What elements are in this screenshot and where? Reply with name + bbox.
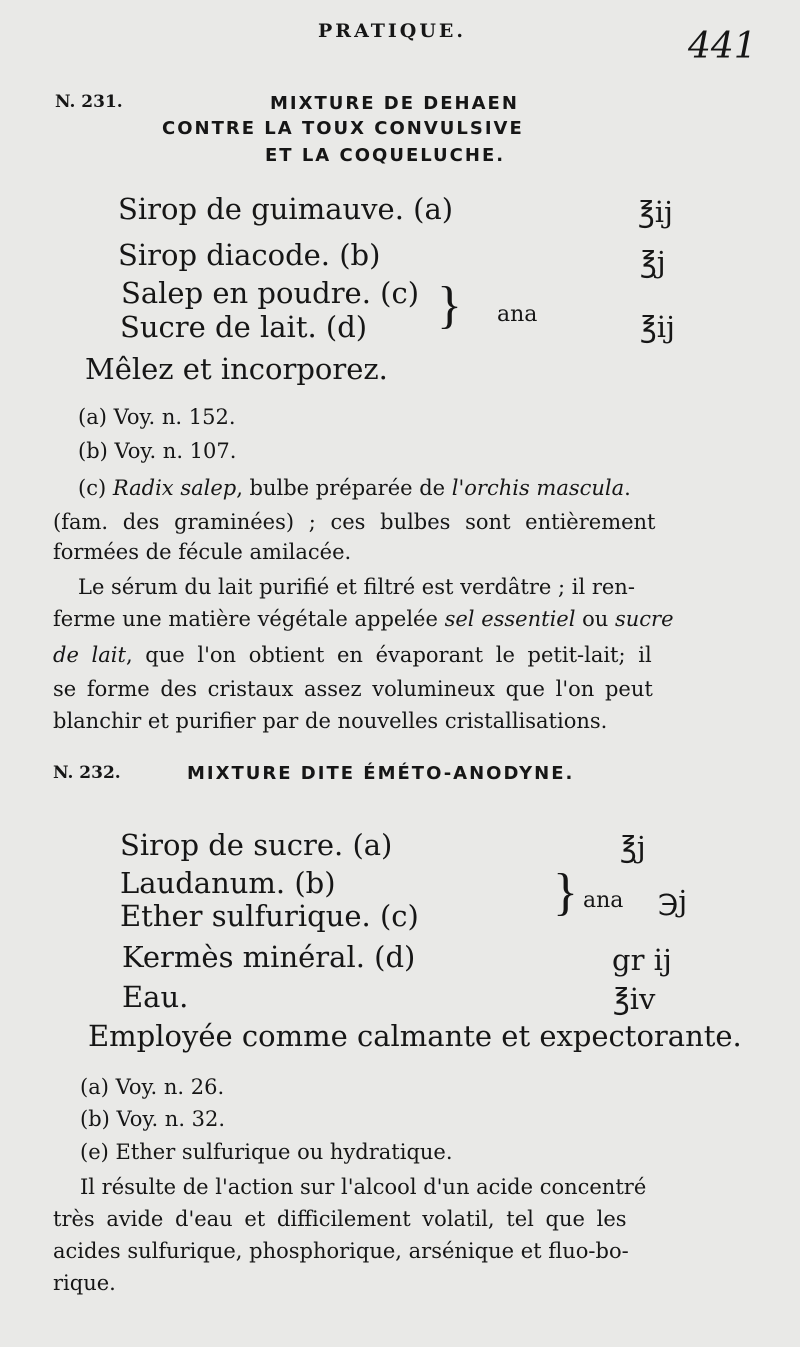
dose-232-3: ℈j — [658, 884, 688, 918]
formula-232-number: N. 232. — [53, 763, 121, 783]
note-231-c-line-3: formées de fécule amilacée. — [53, 540, 352, 564]
ingredient-232-1: Sirop de sucre. (a) — [120, 828, 393, 862]
ingredient-232-3: Ether sulfurique. (c) — [120, 899, 419, 933]
formula-231-instruction: Mêlez et incorporez. — [85, 352, 388, 386]
page-number: 441 — [688, 26, 757, 67]
dose-232-5: ℥iv — [613, 982, 656, 1016]
formula-231-number: N. 231. — [55, 92, 123, 112]
formula-231-title-line-1: MIXTURE DE DEHAEN — [270, 93, 519, 114]
ingredient-231-1: Sirop de guimauve. (a) — [118, 192, 454, 226]
note-232-paragraph-line-4: rique. — [53, 1271, 116, 1295]
note-231-d-line-1: Le sérum du lait purifié et filtré est verdâtre ; il ren- — [78, 575, 635, 599]
brace-icon: } — [437, 277, 462, 334]
note-231-d-line-4: se forme des cristaux assez volumineux que l'on peut — [53, 677, 653, 701]
ana-231: ana — [497, 302, 538, 327]
dose-232-1: ℥j — [620, 830, 646, 864]
ana-232: ana — [583, 888, 624, 913]
ingredient-231-2: Sirop diacode. (b) — [118, 238, 381, 272]
ingredient-232-4: Kermès minéral. (d) — [122, 940, 416, 974]
note-232-a: (a) Voy. n. 26. — [80, 1075, 225, 1099]
note-231-b: (b) Voy. n. 107. — [78, 439, 237, 463]
note-232-paragraph-line-3: acides sulfurique, phosphorique, arsénique et fluo-bo- — [53, 1239, 629, 1263]
formula-231-title-line-2: CONTRE LA TOUX CONVULSIVE — [162, 118, 524, 139]
dose-231-4: ℥ij — [640, 310, 676, 344]
dose-232-4: gr ij — [612, 943, 672, 977]
note-231-d-line-5: blanchir et purifier par de nouvelles cristallisations. — [53, 709, 608, 733]
note-232-e: (e) Ether sulfurique ou hydratique. — [80, 1140, 453, 1164]
note-232-b: (b) Voy. n. 32. — [80, 1107, 226, 1131]
formula-232-title: MIXTURE DITE ÉMÉTO-ANODYNE. — [187, 763, 575, 784]
formula-231-title-line-3: ET LA COQUELUCHE. — [265, 145, 506, 166]
note-231-d-line-3: de lait, que l'on obtient en évaporant le petit-lait; il — [53, 643, 652, 667]
note-232-paragraph-line-2: très avide d'eau et difficilement volatil, tel que les — [53, 1207, 627, 1231]
note-231-d-line-2: ferme une matière végétale appelée sel essentiel ou sucre — [53, 607, 674, 631]
dose-231-1: ℥ij — [638, 195, 674, 229]
note-231-c-line-2: (fam. des graminées) ; ces bulbes sont entièrement — [53, 510, 656, 534]
ingredient-231-4: Sucre de lait. (d) — [120, 310, 368, 344]
note-231-c-line-1: (c) Radix salep, bulbe préparée de l'orchis mascula. — [78, 476, 631, 500]
running-title: PRATIQUE. — [318, 20, 467, 42]
note-231-a: (a) Voy. n. 152. — [78, 405, 236, 429]
ingredient-232-5: Eau. — [122, 980, 189, 1014]
brace-icon: } — [553, 864, 578, 921]
note-232-paragraph-line-1: Il résulte de l'action sur l'alcool d'un acide concentré — [80, 1175, 647, 1199]
dose-231-2: ℥j — [640, 245, 666, 279]
ingredient-231-3: Salep en poudre. (c) — [121, 276, 420, 310]
ingredient-232-2: Laudanum. (b) — [120, 866, 336, 900]
formula-232-instruction: Employée comme calmante et expectorante. — [88, 1019, 742, 1053]
